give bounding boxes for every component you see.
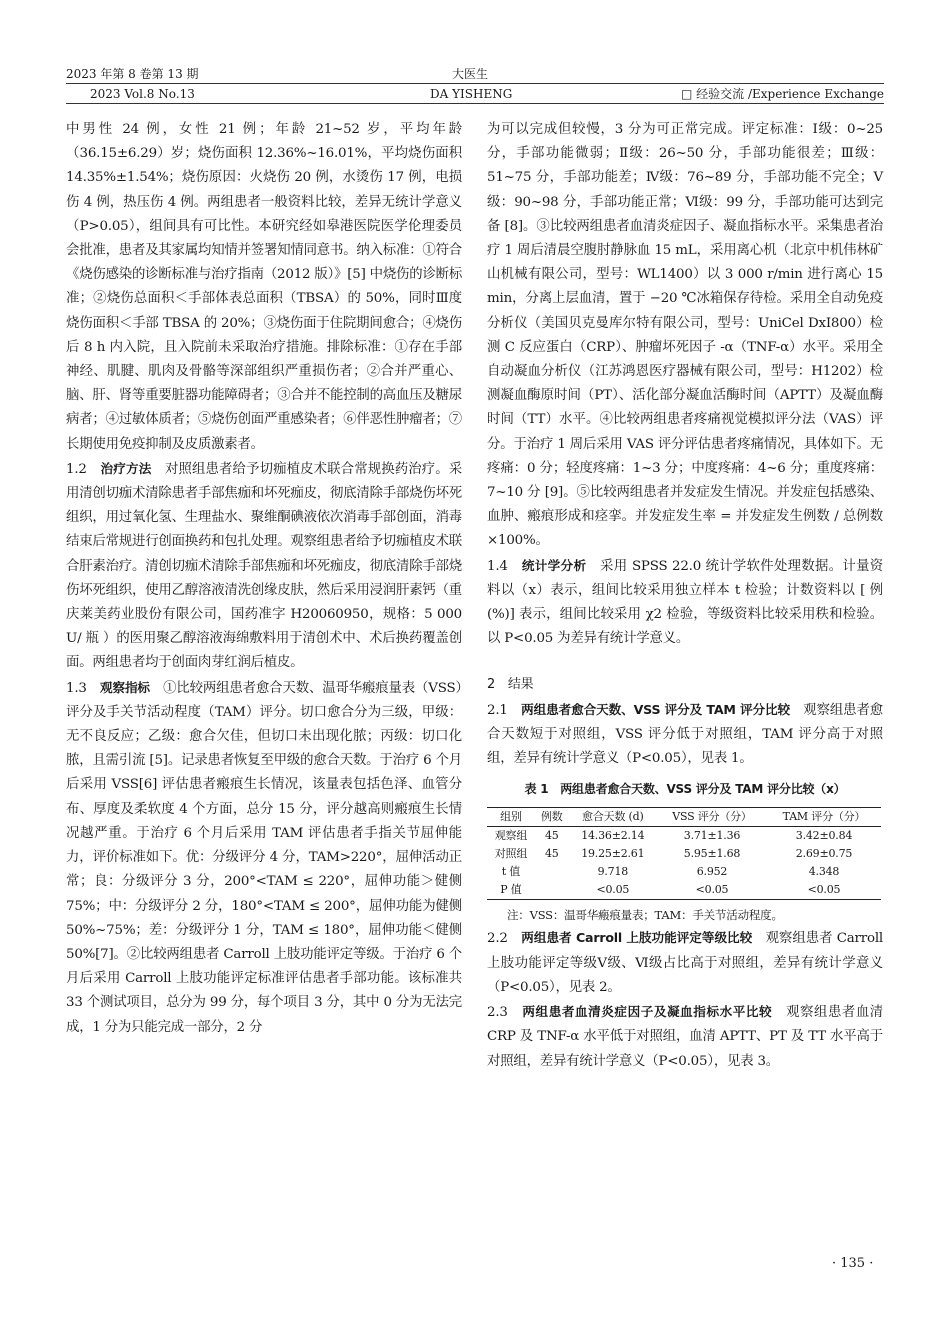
table-1-caption: 表 1 两组患者愈合天数、VSS 评分及 TAM 评分比较（x）	[524, 782, 846, 797]
spacer	[487, 651, 883, 673]
section-number: 1.2	[66, 461, 87, 477]
journal-issue-cn: 2023 年第 8 卷第 13 期	[66, 67, 199, 81]
paragraph-general-data: 中男性 24 例，女性 21 例；年龄 21~52 岁，平均年龄（36.15±6.29）岁；烧伤面积 12.36%~16.01%，平均烧伤面积 14.35%±1.54%；烧伤原因：火烧伤 20 例，水烫伤 17 例，电损伤 4 例，热压伤 4 例。两组患者一般资料比较，差异无统计学意义（P>0.05），组间具有可比性。本研究经如皋港医院医学伦理委员会批准，患者及其家属均知情并签署知情同意书。纳入标准：①符合《烧伤感染的诊断标准与治疗指南（2012 版）》[5] 中烧伤的诊断标准；②烧伤总面积＜手部体表总面积（TBSA）的 50%，同时Ⅲ度烧伤面积＜手部 TBSA 的 20%；③烧伤面于住院期间愈合；④烧伤后 8 h 内入院，且入院前未采取治疗措施。排除标准：①存在手部神经、肌腱、肌肉及骨骼等深部组织严重损伤者；②合并严重心、脑、肝、肾等重要脏器功能障碍者；③合并不能控制的高血压及糖尿病者；④过敏体质者；⑤烧伤创面严重感染者；⑥伴恶性肿瘤者；⑦长期使用免疫抑制及皮质激素者。	[66, 122, 463, 452]
right-column	[487, 118, 883, 1074]
section-number: 1.3	[66, 680, 87, 696]
section-1-2	[66, 457, 462, 676]
section-text: 采用 SPSS 22.0 统计学软件处理数据。计量资料以（x）表示，组间比较采用独立样本 t 检验；计数资料以 [ 例 (%)] 表示，组间比较采用 χ2 检验，等级资料比较采用秩和检验。以 P<0.05 为差异有统计学意义。	[487, 558, 883, 647]
section-title: 两组患者血清炎症因子及凝血指标水平比较	[522, 1004, 773, 1020]
journal-issue-en: 2023 Vol.8 No.13	[90, 87, 195, 101]
journal-name-en: DA YISHENG	[430, 87, 513, 101]
table-cell: 3.42±0.84	[795, 829, 853, 843]
table-header-cell: 组别	[500, 810, 522, 824]
table-1	[487, 807, 881, 900]
table-cell: 14.36±2.14	[581, 829, 645, 843]
table-header-cell: 愈合天数 (d)	[582, 810, 644, 824]
table-cell: 5.95±1.68	[683, 847, 741, 861]
section-text: 对照组患者给予切痂植皮术联合常规换药治疗。采用清创切痂术清除患者手部焦痂和坏死痂皮，彻底清除手部烧伤坏死组织，用过氧化氢、生理盐水、聚维酮碘液依次消毒手部创面，消毒结束后常规进行创面换药和包扎处理。观察组患者给予切痂植皮术联合肝素治疗。清创切痂术清除手部焦痂和坏死痂皮，彻底清除手部烧伤坏死组织，使用乙醇溶液清洗创缘皮肤，然后采用浸润肝素钙（重庆莱美药业股份有限公司，国药准字 H20060950，规格：5 000 U/ 瓶 ）的医用聚乙醇溶液海绵敷料用于清创术中、术后换药覆盖创面。两组患者均于创面肉芽红润后植皮。	[66, 461, 462, 671]
section-title: 治疗方法	[100, 460, 152, 476]
table-row	[487, 827, 881, 846]
table-header-row	[487, 808, 881, 827]
table-header-cell: 例数	[540, 810, 563, 824]
table-cell: <0.05	[596, 883, 630, 897]
table-header-cell: VSS 评分（分）	[672, 810, 752, 824]
table-cell: 3.71±1.36	[683, 829, 741, 843]
table-cell: 6.952	[696, 865, 728, 879]
table-cell: 观察组	[494, 829, 528, 843]
table-row	[487, 881, 881, 900]
table-header-cell: TAM 评分（分）	[782, 810, 866, 824]
page-number: · 135 ·	[832, 1256, 874, 1271]
results-heading: 2 结果	[487, 677, 534, 693]
section-2-2	[487, 926, 883, 1000]
section-title: 两组患者 Carroll 上肢功能评定等级比较	[521, 930, 753, 946]
table-cell	[535, 881, 569, 900]
section-title: 两组患者愈合天数、VSS 评分及 TAM 评分比较	[521, 701, 790, 717]
table-cell: 对照组	[494, 847, 528, 861]
section-1-3	[66, 676, 462, 1040]
header-rule-top	[66, 83, 884, 84]
section-number: 2.3	[487, 1005, 508, 1021]
left-column	[66, 118, 462, 1040]
section-text: ①比较两组患者愈合天数、温哥华瘢痕量表（VSS）评分及手关节活动程度（TAM）评分。切口愈合分为三级，甲级：无不良反应；乙级：愈合欠佳，但切口未出现化脓；丙级：切口化脓，且需引流 [5]。记录患者恢复至甲级的愈合天数。于治疗 6 个月后采用 VSS[6] 评估患者瘢痕生长情况，该量表包括色泽、血管分布、厚度及柔软度 4 个方面，总分 15 分，评分越高则瘢痕生长情况越严重。于治疗 6 个月后采用 TAM 评估患者手指关节屈伸能力，评价标准如下。优：分级评分 4 分，TAM>220°，屈伸活动正常；良：分级评分 3 分，200°<TAM ≤ 220°，屈伸功能＞健侧 75%；中：分级评分 2 分，180°<TAM ≤ 200°，屈伸功能为健侧 50%~75%；差：分级评分 1 分，TAM ≤ 180°，屈伸功能＜健侧 50%[7]。②比较两组患者 Carroll 上肢功能评定等级。于治疗 6 个月后采用 Carroll 上肢功能评定标准评估患者手部功能。该标准共 33 个测试项目，总分为 99 分，每个项目 3 分，其中 0 分为无法完成，1 分为只能完成一部分，2 分	[66, 680, 462, 1035]
section-1-4	[487, 554, 883, 652]
section-number: 1.4	[487, 558, 508, 574]
table-cell	[535, 863, 569, 881]
table-cell: 19.25±2.61	[581, 847, 645, 861]
table-cell: 4.348	[808, 865, 840, 879]
section-text: 观察组患者血清 CRP 及 TNF-α 水平低于对照组，血清 APTT、PT 及 TT 水平高于对照组，差异有统计学意义（P<0.05），见表 3。	[487, 1005, 883, 1069]
table-cell: 9.718	[597, 865, 629, 879]
section-number: 2.1	[487, 702, 508, 718]
section-number: 2.2	[487, 931, 508, 947]
table-1-note: 注：VSS：温哥华瘢痕量表；TAM：手关节活动程度。	[507, 908, 783, 923]
table-cell: <0.05	[807, 883, 841, 897]
header-rule-bottom	[66, 103, 884, 104]
table-row	[487, 863, 881, 881]
journal-name-cn: 大医生	[452, 67, 489, 81]
table-cell: <0.05	[695, 883, 729, 897]
section-text: 观察组患者愈合天数短于对照组，VSS 评分低于对照组，TAM 评分高于对照组，差异有统计学意义（P<0.05），见表 1。	[487, 702, 883, 767]
table-row	[487, 845, 881, 863]
section-title: 统计学分析	[521, 557, 587, 573]
table-cell: P 值	[500, 883, 522, 897]
paragraph-evaluation-continued: 为可以完成但较慢，3 分为可正常完成。评定标准：Ⅰ级：0~25 分，手部功能微弱；Ⅱ级：26~50 分，手部功能很差；Ⅲ级：51~75 分，手部功能差；Ⅳ级：76~89 分，手部功能不完全；Ⅴ级：90~98 分，手部功能正常；Ⅵ级：99 分，手部功能可达到完备 [8]。③比较两组患者血清炎症因子、凝血指标水平。采集患者治疗 1 周后清晨空腹肘静脉血 15 mL，采用离心机（北京中机伟林矿山机械有限公司，型号：WL1400）以 3 000 r/min 进行离心 15 min，分离上层血清，置于 −20 ℃冰箱保存待检。采用全自动免疫分析仪（美国贝克曼库尔特有限公司，型号：UniCel DxI800）检测 C 反应蛋白（CRP）、肿瘤坏死因子 -α（TNF-α）水平。采用全自动凝血分析仪（江苏鸿恩医疗器械有限公司，型号：H1202）检测凝血酶原时间（PT）、活化部分凝血活酶时间（APTT）及凝血酶时间（TT）水平。④比较两组患者疼痛视觉模拟评分法（VAS）评分。于治疗 1 周后采用 VAS 评分评估患者疼痛情况，具体如下。无疼痛：0 分；轻度疼痛：1~3 分；中度疼痛：4~6 分；重度疼痛：7~10 分 [9]。⑤比较两组患者并发症发生情况。并发症包括感染、血肿、瘢痕形成和痉挛。并发症发生率 = 并发症发生例数 / 总例数 ×100%。	[487, 122, 883, 549]
section-text: 观察组患者 Carroll 上肢功能评定等级Ⅴ级、Ⅵ级占比高于对照组，差异有统计学意义（P<0.05），见表 2。	[487, 931, 883, 995]
table-cell: 45	[544, 829, 559, 843]
section-title: 观察指标	[100, 679, 150, 695]
table-cell: 45	[544, 847, 559, 861]
table-cell: 2.69±0.75	[795, 847, 853, 861]
section-2-1	[487, 698, 883, 772]
table-cell: t 值	[501, 865, 521, 879]
section-2-3	[487, 1000, 883, 1074]
column-label: □ 经验交流 /Experience Exchange	[680, 87, 884, 101]
